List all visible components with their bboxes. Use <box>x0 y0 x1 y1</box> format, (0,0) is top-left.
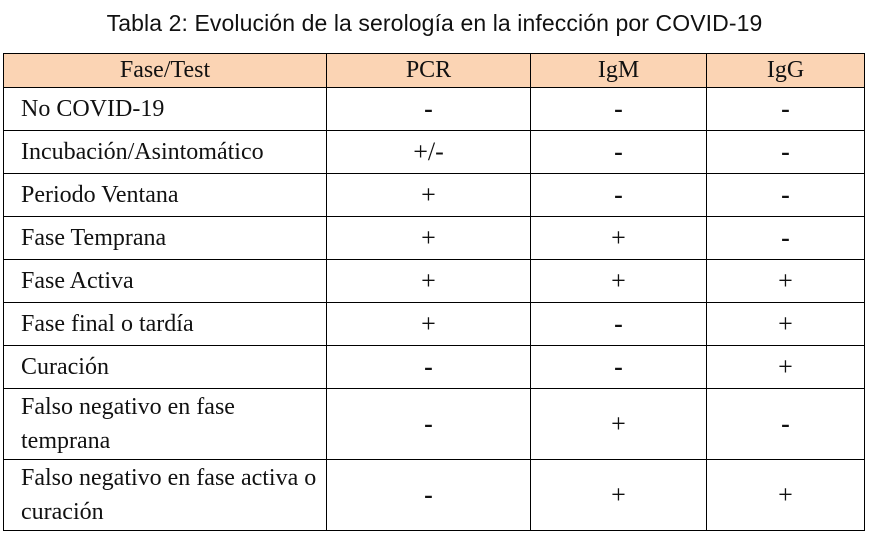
igg-result: - <box>707 174 865 217</box>
igm-result: + <box>531 260 707 303</box>
header-igg: IgG <box>707 54 865 88</box>
igm-result: - <box>531 88 707 131</box>
igm-result: - <box>531 303 707 346</box>
table-row <box>4 260 865 303</box>
row-label: Fase Activa <box>4 260 327 303</box>
igg-result: + <box>707 346 865 389</box>
table-caption: Tabla 2: Evolución de la serología en la infección por COVID-19 <box>106 10 763 36</box>
row-label: Periodo Ventana <box>4 174 327 217</box>
header-pcr: PCR <box>327 54 531 88</box>
header-row <box>4 54 865 88</box>
igm-result: + <box>531 389 707 460</box>
igg-result: - <box>707 217 865 260</box>
igm-result: + <box>531 460 707 531</box>
pcr-result: + <box>327 303 531 346</box>
igg-result: + <box>707 303 865 346</box>
pcr-result: - <box>327 460 531 531</box>
pcr-result: + <box>327 174 531 217</box>
row-label: No COVID-19 <box>4 88 327 131</box>
header-phase: Fase/Test <box>4 54 327 88</box>
row-label: Fase final o tardía <box>4 303 327 346</box>
igg-result: + <box>707 460 865 531</box>
table-row <box>4 131 865 174</box>
table-row <box>4 460 865 531</box>
row-label: Incubación/Asintomático <box>4 131 327 174</box>
pcr-result: - <box>327 389 531 460</box>
igm-result: - <box>531 174 707 217</box>
igg-result: - <box>707 131 865 174</box>
pcr-result: - <box>327 88 531 131</box>
row-label: Fase Temprana <box>4 217 327 260</box>
row-label: Curación <box>4 346 327 389</box>
igg-result: - <box>707 88 865 131</box>
table-row <box>4 174 865 217</box>
igg-result: + <box>707 260 865 303</box>
table-row <box>4 346 865 389</box>
igm-result: + <box>531 217 707 260</box>
header-igm: IgM <box>531 54 707 88</box>
row-label: Falso negativo en fase temprana <box>4 389 327 460</box>
table-row <box>4 217 865 260</box>
igm-result: - <box>531 346 707 389</box>
serology-table <box>3 53 865 531</box>
igm-result: - <box>531 131 707 174</box>
table-row <box>4 389 865 460</box>
table-row <box>4 303 865 346</box>
pcr-result: + <box>327 260 531 303</box>
pcr-result: +/- <box>327 131 531 174</box>
pcr-result: - <box>327 346 531 389</box>
table-row <box>4 88 865 131</box>
pcr-result: + <box>327 217 531 260</box>
igg-result: - <box>707 389 865 460</box>
row-label: Falso negativo en fase activa o curación <box>4 460 327 531</box>
